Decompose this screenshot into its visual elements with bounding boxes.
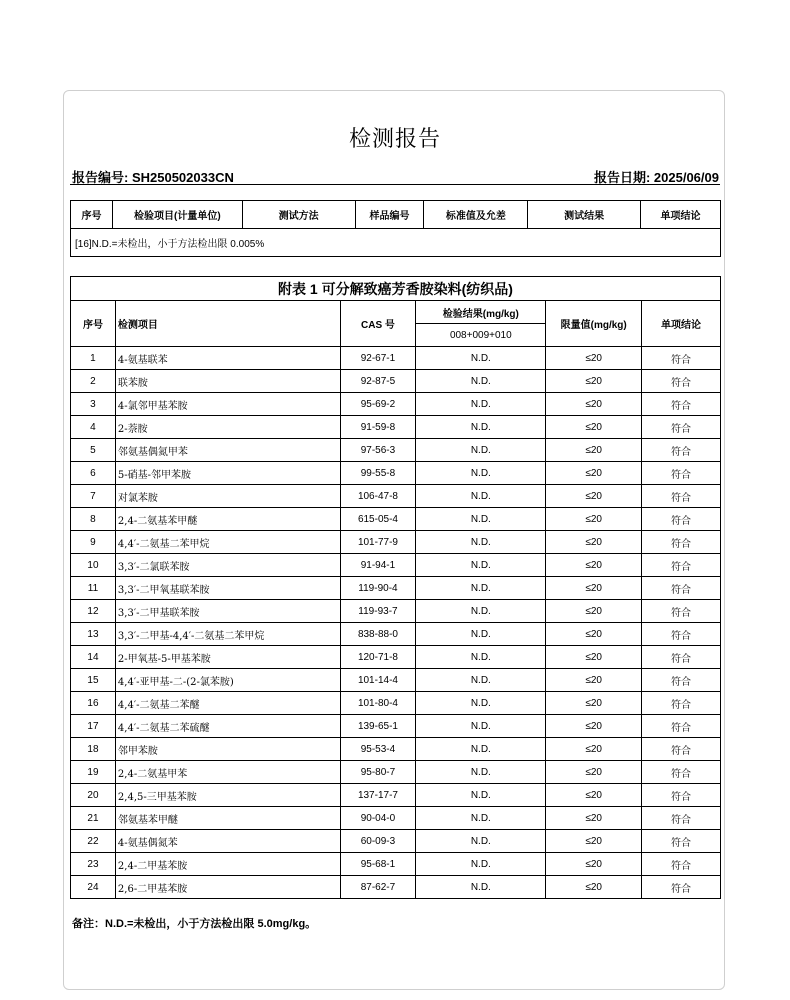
row-result: N.D. [416, 876, 546, 899]
row-conclusion: 符合 [642, 531, 721, 554]
row-cas: 139-65-1 [340, 715, 416, 738]
row-conclusion: 符合 [642, 393, 721, 416]
appendix-caption: 附表 1 可分解致癌芳香胺染料(纺织品) [71, 277, 721, 301]
row-item-name: 5-硝基-邻甲苯胺 [115, 462, 340, 485]
row-item-name: 邻甲苯胺 [115, 738, 340, 761]
row-cas: 101-14-4 [340, 669, 416, 692]
row-conclusion: 符合 [642, 853, 721, 876]
col-item: 检测项目 [115, 301, 340, 347]
row-conclusion: 符合 [642, 370, 721, 393]
row-cas: 101-77-9 [340, 531, 416, 554]
row-conclusion: 符合 [642, 462, 721, 485]
row-limit: ≤20 [546, 577, 642, 600]
table-row [71, 853, 721, 876]
row-conclusion: 符合 [642, 738, 721, 761]
page-title: 检测报告 [348, 126, 441, 151]
col-limit: 限量值(mg/kg) [546, 301, 642, 347]
row-cas: 119-90-4 [340, 577, 416, 600]
row-seq: 12 [71, 600, 116, 623]
row-cas: 91-94-1 [340, 554, 416, 577]
table-row [71, 669, 721, 692]
row-seq: 24 [71, 876, 116, 899]
row-limit: ≤20 [546, 485, 642, 508]
table-row [71, 784, 721, 807]
row-limit: ≤20 [546, 531, 642, 554]
row-conclusion: 符合 [642, 416, 721, 439]
row-limit: ≤20 [546, 761, 642, 784]
row-cas: 101-80-4 [340, 692, 416, 715]
row-result: N.D. [416, 807, 546, 830]
row-cas: 95-68-1 [340, 853, 416, 876]
header-divider [70, 184, 720, 185]
row-seq: 1 [71, 347, 116, 370]
table-row [71, 807, 721, 830]
row-seq: 8 [71, 508, 116, 531]
row-item-name: 2,4-二氨基苯甲醚 [115, 508, 340, 531]
row-seq: 20 [71, 784, 116, 807]
row-seq: 10 [71, 554, 116, 577]
row-item-name: 4-氨基偶氮苯 [115, 830, 340, 853]
row-result: N.D. [416, 784, 546, 807]
row-limit: ≤20 [546, 853, 642, 876]
row-conclusion: 符合 [642, 830, 721, 853]
report-number: 报告编号: SH250502033CN [72, 170, 234, 185]
col-sample-id: 008+009+010 [416, 324, 546, 347]
row-cas: 92-67-1 [340, 347, 416, 370]
row-seq: 21 [71, 807, 116, 830]
row-seq: 5 [71, 439, 116, 462]
table-row [71, 577, 721, 600]
row-conclusion: 符合 [642, 347, 721, 370]
row-limit: ≤20 [546, 370, 642, 393]
row-limit: ≤20 [546, 416, 642, 439]
row-item-name: 联苯胺 [115, 370, 340, 393]
row-limit: ≤20 [546, 715, 642, 738]
row-cas: 95-69-2 [340, 393, 416, 416]
row-cas: 95-80-7 [340, 761, 416, 784]
row-seq: 19 [71, 761, 116, 784]
row-seq: 13 [71, 623, 116, 646]
row-item-name: 3,3′-二甲基-4,4′-二氨基二苯甲烷 [115, 623, 340, 646]
footnote: 备注：N.D.=未检出，小于方法检出限 5.0mg/kg。 [72, 918, 317, 930]
table-row [71, 508, 721, 531]
appendix-rows [71, 347, 721, 899]
header-col-seq: 序号 [71, 201, 113, 229]
row-seq: 17 [71, 715, 116, 738]
table-row [71, 462, 721, 485]
row-result: N.D. [416, 692, 546, 715]
table-row [71, 761, 721, 784]
table-row [71, 439, 721, 462]
row-item-name: 4-氨基联苯 [115, 347, 340, 370]
row-result: N.D. [416, 600, 546, 623]
row-seq: 16 [71, 692, 116, 715]
row-conclusion: 符合 [642, 761, 721, 784]
row-limit: ≤20 [546, 738, 642, 761]
table-row [71, 738, 721, 761]
row-result: N.D. [416, 416, 546, 439]
table-row [71, 830, 721, 853]
row-result: N.D. [416, 669, 546, 692]
header-col-standard: 标准值及允差 [424, 201, 528, 229]
report-date: 报告日期: 2025/06/09 [593, 170, 719, 185]
row-cas: 137-17-7 [340, 784, 416, 807]
row-seq: 2 [71, 370, 116, 393]
row-item-name: 4,4′-二氨基二苯醚 [115, 692, 340, 715]
row-limit: ≤20 [546, 439, 642, 462]
table-row [71, 715, 721, 738]
row-cas: 87-62-7 [340, 876, 416, 899]
row-conclusion: 符合 [642, 784, 721, 807]
table-row [71, 600, 721, 623]
row-conclusion: 符合 [642, 508, 721, 531]
row-item-name: 2,6-二甲基苯胺 [115, 876, 340, 899]
row-cas: 90-04-0 [340, 807, 416, 830]
row-cas: 92-87-5 [340, 370, 416, 393]
table-row [71, 393, 721, 416]
row-result: N.D. [416, 393, 546, 416]
row-cas: 838-88-0 [340, 623, 416, 646]
row-item-name: 4-氯邻甲基苯胺 [115, 393, 340, 416]
row-conclusion: 符合 [642, 439, 721, 462]
row-conclusion: 符合 [642, 715, 721, 738]
row-conclusion: 符合 [642, 669, 721, 692]
row-result: N.D. [416, 715, 546, 738]
table-row [71, 876, 721, 899]
row-conclusion: 符合 [642, 692, 721, 715]
row-item-name: 2,4-二氨基甲苯 [115, 761, 340, 784]
row-cas: 60-09-3 [340, 830, 416, 853]
row-limit: ≤20 [546, 784, 642, 807]
row-cas: 99-55-8 [340, 462, 416, 485]
row-limit: ≤20 [546, 830, 642, 853]
row-item-name: 2,4-二甲基苯胺 [115, 853, 340, 876]
row-seq: 4 [71, 416, 116, 439]
table-row [71, 623, 721, 646]
row-seq: 3 [71, 393, 116, 416]
header-col-method: 测试方法 [242, 201, 355, 229]
row-item-name: 对氯苯胺 [115, 485, 340, 508]
row-conclusion: 符合 [642, 623, 721, 646]
row-item-name: 3,3′-二氯联苯胺 [115, 554, 340, 577]
row-result: N.D. [416, 646, 546, 669]
row-limit: ≤20 [546, 807, 642, 830]
row-result: N.D. [416, 439, 546, 462]
table-row [71, 347, 721, 370]
row-result: N.D. [416, 853, 546, 876]
col-seq: 序号 [71, 301, 116, 347]
row-cas: 95-53-4 [340, 738, 416, 761]
row-item-name: 4,4′-亚甲基-二-(2-氯苯胺) [115, 669, 340, 692]
row-limit: ≤20 [546, 462, 642, 485]
row-result: N.D. [416, 347, 546, 370]
test-header-table [70, 200, 721, 257]
row-item-name: 邻氨基苯甲醚 [115, 807, 340, 830]
row-result: N.D. [416, 531, 546, 554]
row-seq: 9 [71, 531, 116, 554]
appendix-table [70, 276, 721, 899]
row-seq: 6 [71, 462, 116, 485]
row-result: N.D. [416, 623, 546, 646]
header-note: [16]N.D.=未检出，小于方法检出限 0.005% [71, 229, 721, 257]
row-item-name: 3,3′-二甲基联苯胺 [115, 600, 340, 623]
row-limit: ≤20 [546, 646, 642, 669]
row-result: N.D. [416, 738, 546, 761]
row-seq: 23 [71, 853, 116, 876]
row-seq: 7 [71, 485, 116, 508]
row-seq: 18 [71, 738, 116, 761]
row-item-name: 2-甲氧基-5-甲基苯胺 [115, 646, 340, 669]
row-item-name: 4,4′-二氨基二苯硫醚 [115, 715, 340, 738]
row-limit: ≤20 [546, 600, 642, 623]
row-result: N.D. [416, 577, 546, 600]
row-item-name: 邻氨基偶氮甲苯 [115, 439, 340, 462]
table-row [71, 485, 721, 508]
col-result: 检验结果(mg/kg) [416, 301, 546, 324]
col-conclusion: 单项结论 [642, 301, 721, 347]
row-limit: ≤20 [546, 669, 642, 692]
row-seq: 22 [71, 830, 116, 853]
row-item-name: 3,3′-二甲氧基联苯胺 [115, 577, 340, 600]
row-limit: ≤20 [546, 876, 642, 899]
header-col-item: 检验项目(计量单位) [112, 201, 242, 229]
row-limit: ≤20 [546, 508, 642, 531]
row-item-name: 4,4′-二氨基二苯甲烷 [115, 531, 340, 554]
row-conclusion: 符合 [642, 807, 721, 830]
row-result: N.D. [416, 554, 546, 577]
row-cas: 106-47-8 [340, 485, 416, 508]
table-row [71, 531, 721, 554]
row-seq: 15 [71, 669, 116, 692]
row-conclusion: 符合 [642, 600, 721, 623]
row-limit: ≤20 [546, 347, 642, 370]
row-result: N.D. [416, 370, 546, 393]
row-item-name: 2-萘胺 [115, 416, 340, 439]
table-row [71, 416, 721, 439]
row-result: N.D. [416, 508, 546, 531]
table-row [71, 554, 721, 577]
row-result: N.D. [416, 462, 546, 485]
row-cas: 615-05-4 [340, 508, 416, 531]
row-seq: 11 [71, 577, 116, 600]
row-conclusion: 符合 [642, 876, 721, 899]
row-seq: 14 [71, 646, 116, 669]
table-row [71, 646, 721, 669]
row-cas: 91-59-8 [340, 416, 416, 439]
row-result: N.D. [416, 761, 546, 784]
row-limit: ≤20 [546, 692, 642, 715]
row-limit: ≤20 [546, 393, 642, 416]
row-conclusion: 符合 [642, 646, 721, 669]
row-cas: 119-93-7 [340, 600, 416, 623]
row-result: N.D. [416, 485, 546, 508]
table-row [71, 370, 721, 393]
row-conclusion: 符合 [642, 554, 721, 577]
header-col-conclusion: 单项结论 [641, 201, 721, 229]
row-limit: ≤20 [546, 554, 642, 577]
header-col-result: 测试结果 [528, 201, 641, 229]
row-limit: ≤20 [546, 623, 642, 646]
col-cas: CAS 号 [340, 301, 416, 347]
row-cas: 120-71-8 [340, 646, 416, 669]
row-item-name: 2,4,5-三甲基苯胺 [115, 784, 340, 807]
row-conclusion: 符合 [642, 485, 721, 508]
row-cas: 97-56-3 [340, 439, 416, 462]
row-conclusion: 符合 [642, 577, 721, 600]
table-row [71, 692, 721, 715]
row-result: N.D. [416, 830, 546, 853]
header-col-sample-no: 样品编号 [355, 201, 424, 229]
